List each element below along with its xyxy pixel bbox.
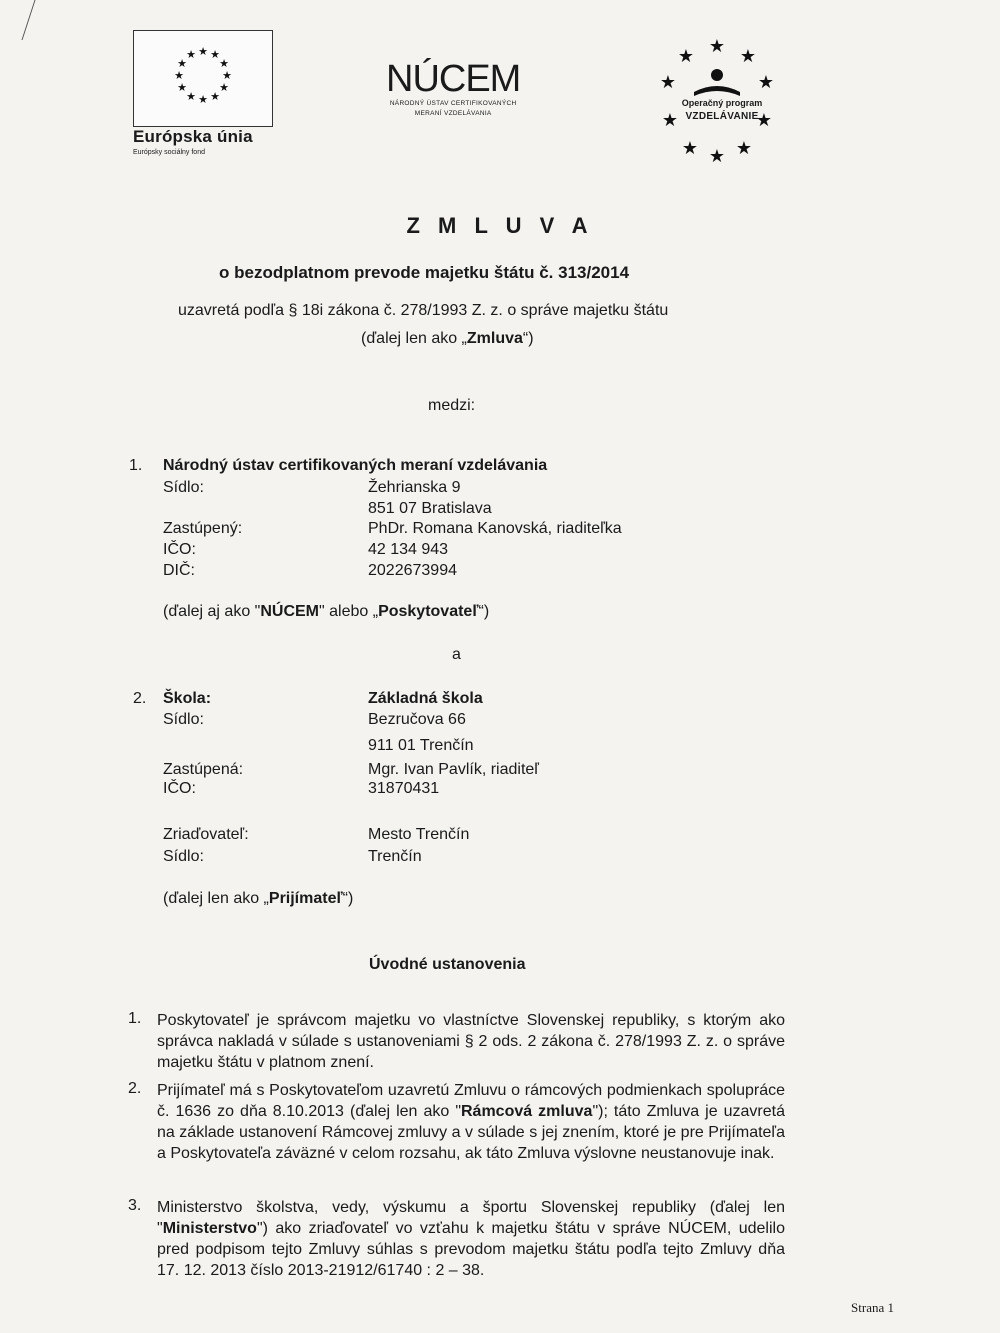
nucem-logo-subtitle-2: MERANÍ VZDELÁVANIA xyxy=(414,110,492,118)
clause-2-number: 2. xyxy=(128,1080,142,1097)
party2-ico-label: IČO: xyxy=(163,780,196,797)
clause-3-text: Ministerstvo školstva, vedy, výskumu a športu Slovenskej republiky (ďalej len "Ministerstvo") ako zriaďovateľ vo vzťahu k majetku štátu v správe NÚCEM, udelilo pred podpisom tejto Zmluvy súhlas s prevodom majetku štátu podľa tejto Zmluvy dňa 17. 12. 2013 číslo 2013-21912/61740 : 2 – 38. xyxy=(157,1199,785,1279)
svg-text:★: ★ xyxy=(661,110,679,131)
contract-alias: (ďalej len ako „Zmluva“) xyxy=(361,330,534,347)
party2-founder-label: Zriaďovateľ: xyxy=(163,826,249,843)
svg-text:★: ★ xyxy=(757,72,775,93)
party2-alias: (ďalej len ako „Prijímateľ“) xyxy=(163,890,354,907)
party2-ico: 31870431 xyxy=(368,780,440,797)
party1-sidlo-label: Sídlo: xyxy=(163,479,204,496)
party2-founder-sidlo-label: Sídlo: xyxy=(163,848,204,865)
clause-1-number: 1. xyxy=(128,1010,142,1027)
eu-flag-logo xyxy=(133,30,273,127)
party2-school: Základná škola xyxy=(368,690,483,707)
eu-subtitle: Európsky sociálny fond xyxy=(133,149,205,156)
party2-number: 2. xyxy=(133,690,147,707)
party2-rep: Mgr. Ivan Pavlík, riaditeľ xyxy=(368,761,539,778)
party1-name: Národný ústav certifikovaných meraní vzdelávania xyxy=(163,457,548,474)
party2-street: Bezručova 66 xyxy=(368,711,466,728)
svg-text:★: ★ xyxy=(186,90,196,103)
clause-1-text: Poskytovateľ je správcom majetku vo vlastníctve Slovenskej republiky, s ktorým ako správca nakladá v súlade s ustanoveniami § 2 ods. 2 zákona č. 278/1993 Z. z. o správe majetku štátu v platnom znení. xyxy=(157,1012,785,1071)
pen-mark xyxy=(22,0,50,40)
svg-text:★: ★ xyxy=(739,46,757,67)
svg-text:★: ★ xyxy=(735,138,753,159)
page-number: Strana 1 xyxy=(851,1300,894,1315)
party1-street: Žehrianska 9 xyxy=(368,479,461,496)
clause-2-text: Prijímateľ má s Poskytovateľom uzavretú Zmluvu o rámcových podmienkach spolupráce č. 1636 zo dňa 8.10.2013 (ďalej len ako "Rámcová zmluva"); táto Zmluva je uzavretá na základe ustanovení Rámcovej zmluvy a v súlade s jej znením, ktoré je pre Prijímateľa a Poskytovateľa záväzné v celom rozsahu, ak táto Zmluva výslovne neustanovuje inak. xyxy=(157,1082,785,1162)
party2-sidlo-label: Sídlo: xyxy=(163,711,204,728)
party1-rep: PhDr. Romana Kanovská, riaditeľka xyxy=(368,520,622,537)
svg-text:★: ★ xyxy=(219,57,229,70)
party1-ico: 42 134 943 xyxy=(368,541,449,558)
party1-ico-label: IČO: xyxy=(163,541,196,558)
svg-text:★: ★ xyxy=(708,36,726,57)
svg-text:★: ★ xyxy=(198,93,208,106)
legal-basis: uzavretá podľa § 18i zákona č. 278/1993 Z. z. o správe majetku štátu xyxy=(178,302,669,319)
party1-number: 1. xyxy=(129,457,143,474)
svg-text:★: ★ xyxy=(708,146,726,165)
document-subtitle: o bezodplatnom prevode majetku štátu č. 313/2014 xyxy=(219,263,630,282)
svg-text:★: ★ xyxy=(222,69,232,82)
eu-title: Európska únia xyxy=(133,127,253,146)
party1-rep-label: Zastúpený: xyxy=(163,520,243,537)
party1-city: 851 07 Bratislava xyxy=(368,500,492,517)
party2-school-label: Škola: xyxy=(163,690,212,707)
svg-text:★: ★ xyxy=(198,45,208,58)
party2-founder-sidlo: Trenčín xyxy=(368,848,422,865)
party2-city: 911 01 Trenčín xyxy=(368,737,474,754)
svg-text:★: ★ xyxy=(681,138,699,159)
svg-text:★: ★ xyxy=(177,81,187,94)
clause-3-number: 3. xyxy=(128,1197,142,1214)
svg-text:★: ★ xyxy=(174,69,184,82)
and-label: a xyxy=(452,646,461,663)
nucem-logo xyxy=(386,60,520,118)
between-label: medzi: xyxy=(428,397,476,414)
nucem-logo-subtitle-1: NÁRODNÝ ÚSTAV CERTIFIKOVANÝCH xyxy=(389,100,517,107)
eu-stars-icon xyxy=(134,31,272,126)
svg-text:★: ★ xyxy=(755,110,773,131)
svg-text:★: ★ xyxy=(177,57,187,70)
section-title: Úvodné ustanovenia xyxy=(369,956,526,973)
svg-text:★: ★ xyxy=(677,46,695,67)
op-logo-line1: Operačný program xyxy=(681,98,763,108)
svg-text:★: ★ xyxy=(659,72,677,93)
nucem-logo-word: NÚCEM xyxy=(386,58,521,100)
svg-text:★: ★ xyxy=(210,90,220,103)
svg-text:★: ★ xyxy=(186,48,196,61)
party1-dic: 2022673994 xyxy=(368,562,457,579)
svg-text:★: ★ xyxy=(219,81,229,94)
svg-text:★: ★ xyxy=(210,48,220,61)
party2-founder: Mesto Trenčín xyxy=(368,826,470,843)
party1-alias: (ďalej aj ako "NÚCEM" alebo „Poskytovateľ“) xyxy=(163,603,490,620)
party2-rep-label: Zastúpená: xyxy=(163,761,244,778)
party1-dic-label: DIČ: xyxy=(163,562,195,579)
op-logo-line2: VZDELÁVANIE xyxy=(685,111,759,122)
document-title: Z M L U V A xyxy=(406,213,594,238)
